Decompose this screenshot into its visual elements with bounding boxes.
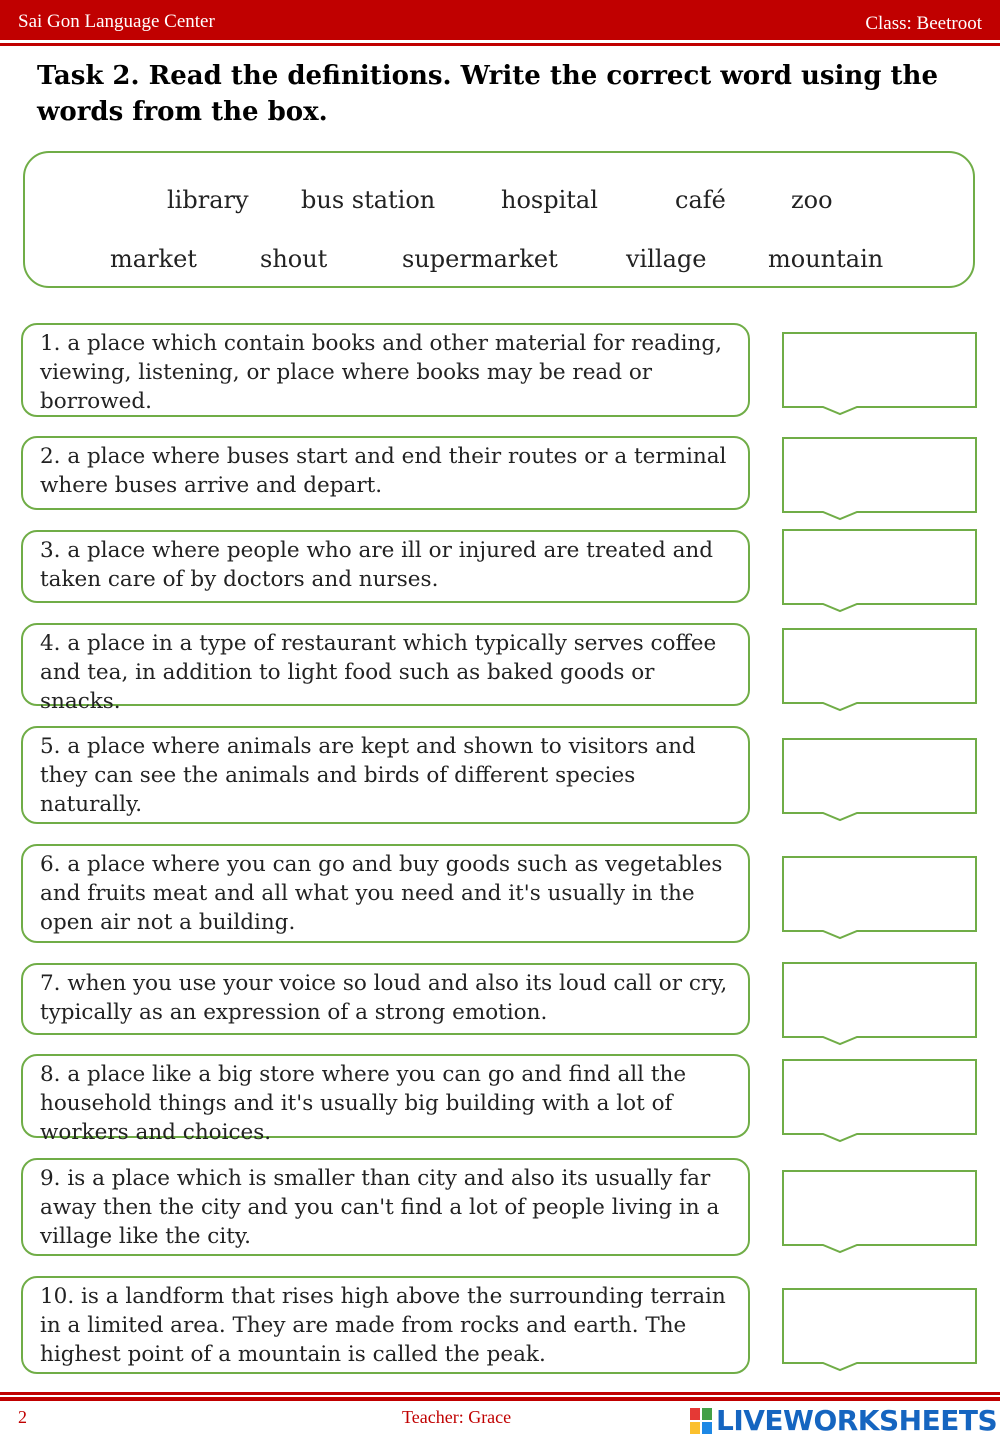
answer-box-8 xyxy=(782,1059,978,1143)
word-bank-item: supermarket xyxy=(402,245,558,273)
answer-input-5[interactable] xyxy=(788,744,974,796)
footer-bar xyxy=(0,1397,1000,1401)
answer-box-5 xyxy=(782,738,978,822)
definition-7: 7. when you use your voice so loud and also its loud call or cry, typically as an expression of a strong emotion. xyxy=(21,963,750,1035)
answer-input-6[interactable] xyxy=(788,862,974,914)
answer-input-2[interactable] xyxy=(788,443,974,495)
word-bank-item: market xyxy=(110,245,197,273)
answer-input-9[interactable] xyxy=(788,1176,974,1228)
definition-2: 2. a place where buses start and end their routes or a terminal where buses arrive and depart. xyxy=(21,436,750,510)
answer-box-4 xyxy=(782,628,978,712)
answer-box-7 xyxy=(782,962,978,1046)
definition-4: 4. a place in a type of restaurant which typically serves coffee and tea, in addition to light food such as baked goods or snacks. xyxy=(21,623,750,706)
word-bank-item: bus station xyxy=(301,186,436,214)
liveworksheets-brand-text: LIVEWORKSHEETS xyxy=(716,1404,998,1437)
definition-5: 5. a place where animals are kept and shown to visitors and they can see the animals and birds of different species naturally. xyxy=(21,726,750,824)
answer-input-8[interactable] xyxy=(788,1065,974,1117)
definition-3: 3. a place where people who are ill or injured are treated and taken care of by doctors and nurses. xyxy=(21,530,750,603)
word-bank-item: zoo xyxy=(791,186,833,214)
footer-divider xyxy=(0,1392,1000,1395)
word-bank-item: library xyxy=(167,186,249,214)
word-bank-box xyxy=(23,151,975,288)
answer-input-4[interactable] xyxy=(788,634,974,686)
word-bank-item: mountain xyxy=(768,245,884,273)
definition-9: 9. is a place which is smaller than city and also its usually far away then the city and you can't find a lot of people living in a village like the city. xyxy=(21,1158,750,1256)
word-bank-item: hospital xyxy=(501,186,598,214)
answer-box-1 xyxy=(782,332,978,416)
word-bank-item: café xyxy=(675,186,726,214)
liveworksheets-logo[interactable] xyxy=(690,1404,997,1437)
word-bank-item: shout xyxy=(260,245,328,273)
class-label: Class: Beetroot xyxy=(865,13,982,34)
definition-1: 1. a place which contain books and other material for reading, viewing, listening, or place where books may be read or borrowed. xyxy=(21,323,750,417)
answer-box-3 xyxy=(782,529,978,613)
teacher-name: Teacher: Grace xyxy=(402,1407,512,1427)
center-name: Sai Gon Language Center xyxy=(18,11,215,32)
answer-input-7[interactable] xyxy=(788,968,974,1020)
word-bank-item: village xyxy=(626,245,707,273)
page-number: 2 xyxy=(18,1407,27,1427)
answer-box-6 xyxy=(782,856,978,940)
answer-box-9 xyxy=(782,1170,978,1254)
header-divider xyxy=(0,43,1000,46)
liveworksheets-logo-icon xyxy=(690,1408,712,1434)
definition-6: 6. a place where you can go and buy goods such as vegetables and fruits meat and all what you need and it's usually in the open air not a building. xyxy=(21,844,750,943)
answer-box-10 xyxy=(782,1288,978,1372)
answer-box-2 xyxy=(782,437,978,521)
answer-input-3[interactable] xyxy=(788,535,974,587)
answer-input-1[interactable] xyxy=(788,338,974,390)
task-title: Task 2. Read the definitions. Write the correct word using the words from the box. xyxy=(37,61,938,127)
answer-input-10[interactable] xyxy=(788,1294,974,1346)
definition-10: 10. is a landform that rises high above the surrounding terrain in a limited area. They are made from rocks and earth. The highest point of a mountain is called the peak. xyxy=(21,1276,750,1374)
definition-8: 8. a place like a big store where you can go and find all the household things and it's usually big building with a lot of workers and choices. xyxy=(21,1054,750,1138)
